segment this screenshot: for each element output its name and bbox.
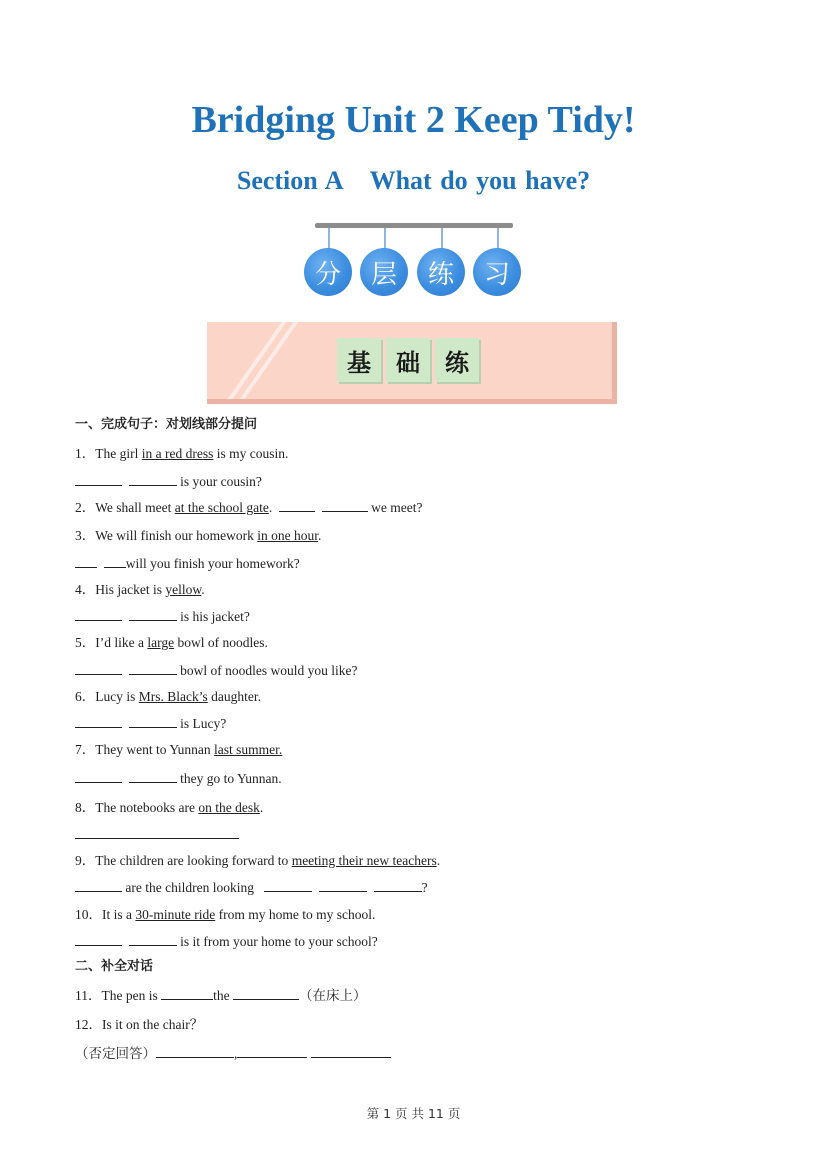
answer-blank[interactable] bbox=[374, 879, 422, 892]
badge-circle: 分 bbox=[304, 248, 352, 296]
page-footer: 第 1 页 共 11 页 bbox=[366, 1106, 461, 1121]
answer-10: is it from your home to your school? bbox=[75, 933, 378, 951]
answer-blank[interactable] bbox=[264, 879, 312, 892]
answer-6: is Lucy? bbox=[75, 715, 226, 733]
answer-blank[interactable] bbox=[237, 1045, 307, 1058]
answer-9: are the children looking ? bbox=[75, 879, 428, 897]
answer-blank[interactable] bbox=[75, 933, 122, 946]
part1-heading: 一、完成句子：对划线部分提问 bbox=[75, 417, 258, 432]
answer-blank[interactable] bbox=[279, 499, 315, 512]
answer-blank[interactable] bbox=[311, 1045, 391, 1058]
answer-blank[interactable] bbox=[75, 770, 122, 783]
answer-blank[interactable] bbox=[75, 662, 122, 675]
answer-blank[interactable] bbox=[75, 715, 122, 728]
question-3: 3．We will finish our homework in one hour. bbox=[75, 528, 322, 543]
answer-blank[interactable] bbox=[75, 473, 122, 486]
page-title: Bridging Unit 2 Keep Tidy! bbox=[191, 99, 636, 141]
answer-3: will you finish your homework? bbox=[75, 555, 300, 573]
answer-blank[interactable] bbox=[75, 826, 239, 839]
answer-blank[interactable] bbox=[129, 715, 177, 728]
question-4: 4．His jacket is yellow. bbox=[75, 582, 205, 597]
answer-blank[interactable] bbox=[156, 1045, 234, 1058]
part2-heading: 二、补全对话 bbox=[75, 959, 154, 974]
banner-tile: 础 bbox=[386, 338, 430, 382]
answer-7: they go to Yunnan. bbox=[75, 770, 282, 788]
banner-tile: 练 bbox=[435, 338, 479, 382]
question-2: 2．We shall meet at the school gate. we meet? bbox=[75, 500, 423, 515]
section-subtitle bbox=[0, 166, 827, 196]
answer-blank[interactable] bbox=[322, 499, 368, 512]
section-label: Section A bbox=[236, 166, 344, 195]
question-1: 1．The girl in a red dress is my cousin. bbox=[75, 446, 289, 461]
answer-4: is his jacket? bbox=[75, 608, 250, 626]
answer-blank[interactable] bbox=[75, 879, 122, 892]
question-8: 8．The notebooks are on the desk. bbox=[75, 800, 264, 815]
answer-8 bbox=[75, 826, 239, 844]
answer-blank[interactable] bbox=[129, 662, 177, 675]
badge-circle: 习 bbox=[473, 248, 521, 296]
answer-blank[interactable] bbox=[104, 555, 126, 568]
answer-blank[interactable] bbox=[319, 879, 367, 892]
question-11: 11．The pen is the （在床上） bbox=[75, 988, 367, 1003]
answer-blank[interactable] bbox=[75, 555, 97, 568]
answer-blank[interactable] bbox=[161, 987, 213, 1000]
question-5: 5．I’d like a large bowl of noodles. bbox=[75, 635, 268, 650]
question-6: 6．Lucy is Mrs. Black’s daughter. bbox=[75, 689, 261, 704]
question-12: 12．Is it on the chair？ bbox=[75, 1017, 204, 1032]
answer-blank[interactable] bbox=[129, 473, 177, 486]
answer-12: （否定回答） , bbox=[75, 1045, 391, 1063]
answer-blank[interactable] bbox=[129, 933, 177, 946]
question-10: 10．It is a 30-minute ride from my home to my school. bbox=[75, 907, 376, 922]
question-7: 7．They went to Yunnan last summer. bbox=[75, 742, 283, 757]
answer-blank[interactable] bbox=[129, 770, 177, 783]
answer-5: bowl of noodles would you like? bbox=[75, 662, 357, 680]
badge-circle: 层 bbox=[360, 248, 408, 296]
answer-1: is your cousin? bbox=[75, 473, 262, 491]
question-9: 9．The children are looking forward to meeting their new teachers. bbox=[75, 853, 441, 868]
answer-blank[interactable] bbox=[75, 608, 122, 621]
badge-hanger-bar bbox=[315, 223, 513, 228]
answer-blank[interactable] bbox=[233, 987, 299, 1000]
section-topic: What do you have? bbox=[369, 166, 591, 195]
banner-tile: 基 bbox=[337, 338, 381, 382]
answer-blank[interactable] bbox=[129, 608, 177, 621]
badge-circle: 练 bbox=[417, 248, 465, 296]
